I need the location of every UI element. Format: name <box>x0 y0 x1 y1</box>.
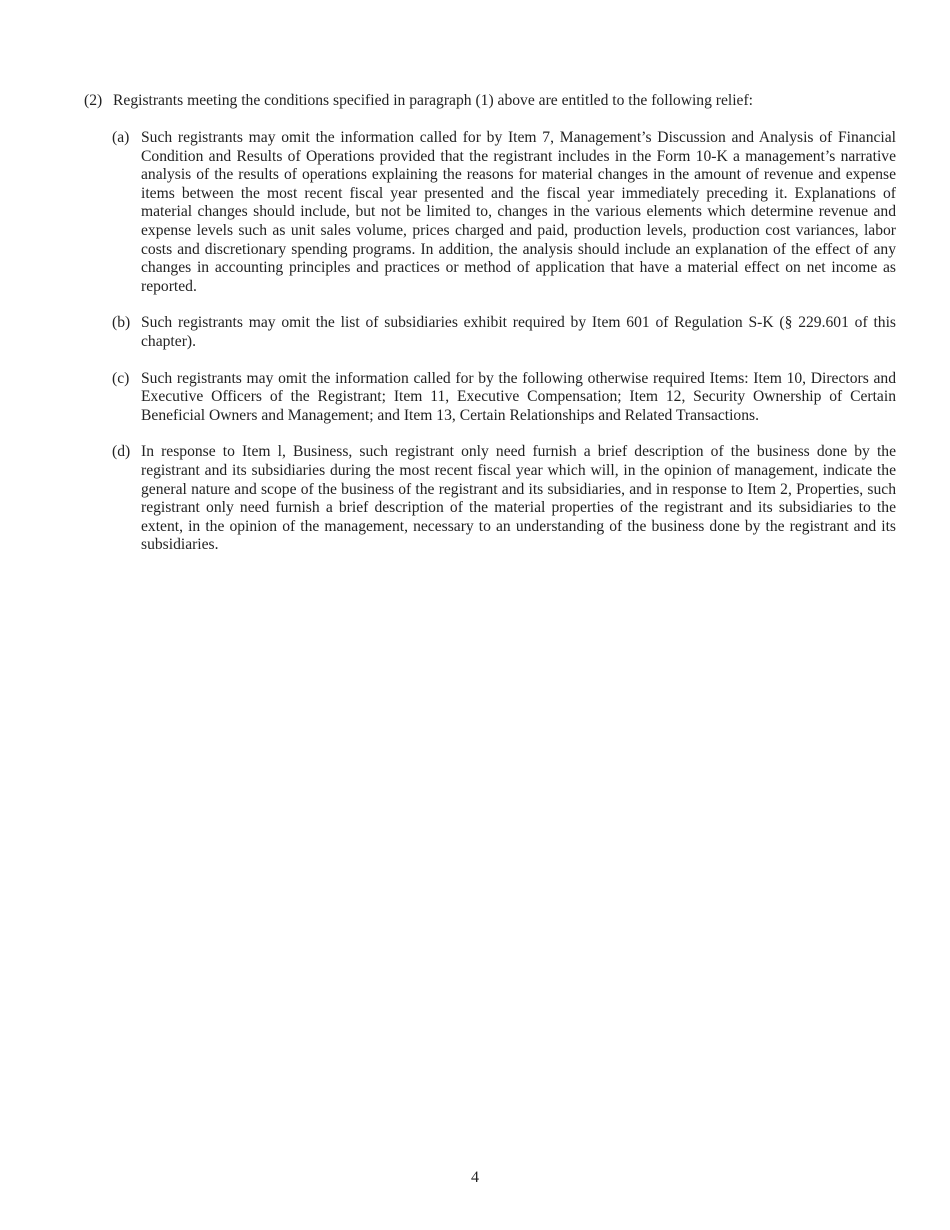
list-item-d <box>112 443 896 555</box>
item-label: (c) <box>112 369 130 387</box>
list-item-a <box>112 129 896 296</box>
paragraph-2 <box>84 92 896 111</box>
paragraph-text: Registrants meeting the conditions specified in paragraph (1) above are entitled to the following relief: <box>113 92 754 109</box>
item-text: Such registrants may omit the information called for by the following otherwise required Items: Item 10, Directors and Executive Officers of the Registrant; Item 11, Executive Compensation; Item 12, Security Ownership of Certain Beneficial Owners and Management; and Item 13, Certain Relationships and Related Transactions. <box>141 369 896 424</box>
item-label: (b) <box>112 314 131 332</box>
item-text: In response to Item l, Business, such registrant only need furnish a brief description of the business done by the registrant and its subsidiaries during the most recent fiscal year which will, in the opinion of management, indicate the general nature and scope of the business of the registrant and its subsidiaries, and in response to Item 2, Properties, such registrant only need furnish a brief description of the material properties of the registrant and its subsidiaries to the extent, in the opinion of the management, necessary to an understanding of the business done by the registrant and its subsidiaries. <box>141 443 896 554</box>
list-item-c <box>112 370 896 426</box>
paragraph-label: (2) <box>84 92 103 109</box>
list-item-b <box>112 314 896 351</box>
item-text: Such registrants may omit the list of subsidiaries exhibit required by Item 601 of Regulation S-K (§ 229.601 of this chapter). <box>141 314 896 350</box>
item-label: (a) <box>112 129 130 146</box>
relief-list <box>112 129 896 573</box>
item-text: Such registrants may omit the information called for by Item 7, Management’s Discussion and Analysis of Financial Condition and Results of Operations provided that the registrant includes in the Form 10-K a management’s narrative analysis of the results of operations explaining the reasons for material changes in the amount of revenue and expense items between the most recent fiscal year presented and the fiscal year immediately preceding it. Explanations of material changes should include, but not be limited to, changes in the various elements which determine revenue and expense levels such as unit sales volume, prices charged and paid, production levels, production cost variances, labor costs and discretionary spending programs. In addition, the analysis should include an explanation of the effect of any changes in accounting principles and practices or method of application that have a material effect on net income as reported. <box>141 129 896 295</box>
item-label: (d) <box>112 443 131 461</box>
page-number: 4 <box>471 1169 479 1186</box>
